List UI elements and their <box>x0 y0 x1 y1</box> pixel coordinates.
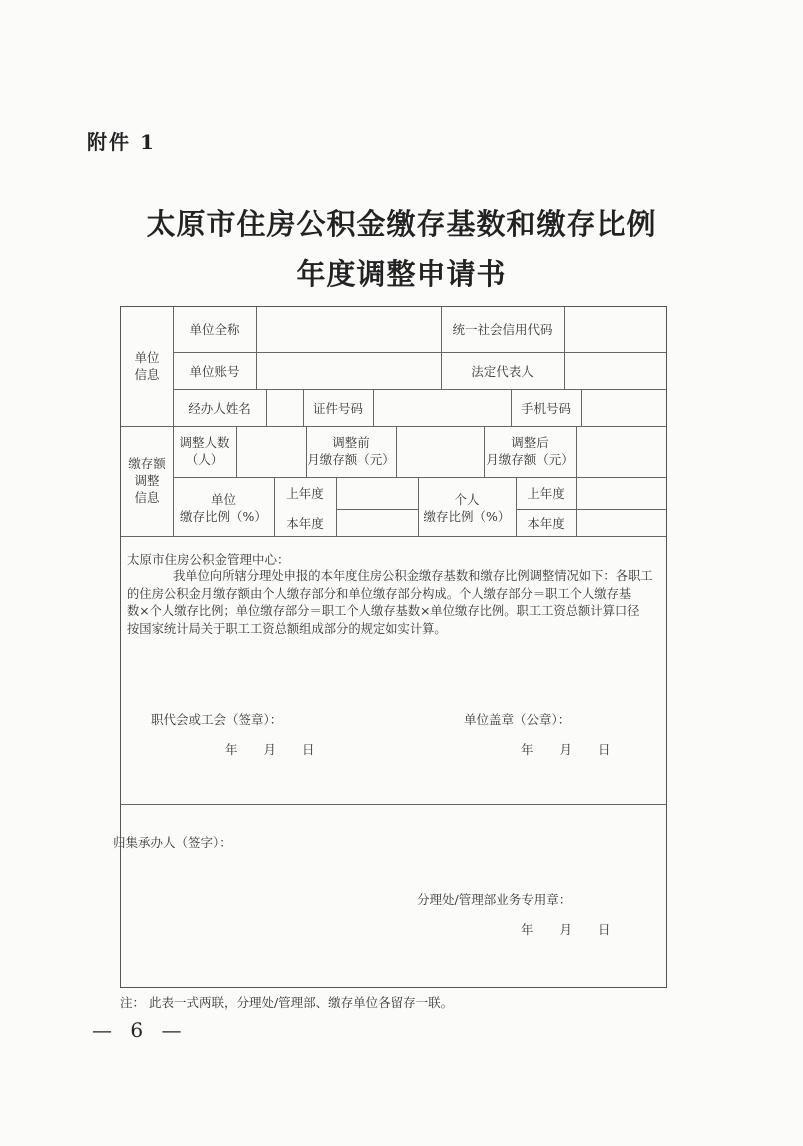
date-day: 日 <box>598 742 611 757</box>
page-number: — 6 — <box>92 1018 188 1042</box>
personal-rate-line1: 个人 <box>454 492 480 507</box>
unit-date <box>521 741 631 759</box>
adjust-count-label <box>173 434 236 468</box>
id-number-label: 证件号码 <box>312 401 363 416</box>
date-year: 年 <box>225 742 238 757</box>
credit-code-label: 统一社会信用代码 <box>452 322 553 337</box>
unit-info-heading-line2: 信息 <box>134 367 160 382</box>
date-day: 日 <box>302 742 315 757</box>
declaration-line: 的住房公积金月缴存额由个人缴存部分和单位缴存部分构成。个人缴存部分＝职工个人缴存基 <box>127 586 632 601</box>
personal-last-year-label: 上年度 <box>527 486 565 501</box>
unit-full-name-label: 单位全称 <box>189 322 240 337</box>
unit-info-heading <box>121 349 173 383</box>
adjust-count-line2: （人） <box>185 452 224 467</box>
credit-code-field[interactable] <box>565 308 665 351</box>
unit-seal-label: 单位盖章（公章）： <box>464 712 571 727</box>
footnote: 注： 此表一式两联，分理处/管理部、缴存单位各留存一联。 <box>120 995 454 1010</box>
legal-rep-field[interactable] <box>565 353 665 389</box>
date-month: 月 <box>263 742 277 757</box>
declaration-line: 我单位向所辖分理处申报的本年度住房公积金缴存基数和缴存比例调整情况如下：各职工 <box>173 569 653 583</box>
annex-label: 附件 1 <box>87 130 156 154</box>
document-subtitle: 年度调整申请书 <box>296 257 507 291</box>
legal-rep-label: 法定代表人 <box>471 364 534 379</box>
branch-seal-label: 分理处/管理部业务专用章： <box>417 892 572 907</box>
unit-rate-line1: 单位 <box>210 492 236 507</box>
adjust-info-heading-line1: 缴存额 <box>128 456 166 471</box>
date-year: 年 <box>521 742 534 757</box>
row-line <box>121 804 666 805</box>
handler-name-label: 经办人姓名 <box>188 401 251 416</box>
application-form <box>113 306 667 988</box>
before-amount-label <box>306 434 396 468</box>
adjust-info-heading-line2: 调整 <box>134 473 160 488</box>
unit-rate-label <box>173 491 274 525</box>
after-amount-label <box>484 434 576 468</box>
after-amount-line1: 调整后 <box>511 435 549 450</box>
personal-rate-line2: 缴存比例（%） <box>423 509 511 524</box>
unit-last-year-field[interactable] <box>337 478 418 509</box>
union-sign-label: 职代会或工会（签章）： <box>151 712 283 727</box>
phone-field[interactable] <box>582 390 665 426</box>
unit-full-name-field[interactable] <box>257 308 441 351</box>
declaration-line: 按国家统计局关于职工工资总额组成部分的规定如实计算。 <box>127 621 447 636</box>
unit-last-year-label: 上年度 <box>286 486 324 501</box>
adjust-count-line1: 调整人数 <box>179 435 230 450</box>
personal-last-year-field[interactable] <box>577 478 665 509</box>
after-amount-line2: 月缴存额（元） <box>486 452 574 467</box>
personal-this-year-label: 本年度 <box>527 516 565 531</box>
row-line <box>121 536 666 537</box>
collector-label: 归集承办人（签字）： <box>113 835 232 850</box>
date-month: 月 <box>559 922 573 937</box>
personal-rate-label <box>418 491 516 525</box>
before-amount-line2: 月缴存额（元） <box>307 452 395 467</box>
addressee: 太原市住房公积金管理中心： <box>127 552 290 567</box>
unit-info-heading-line1: 单位 <box>134 350 160 365</box>
date-day: 日 <box>598 922 611 937</box>
unit-account-label: 单位账号 <box>189 364 240 379</box>
date-month: 月 <box>559 742 573 757</box>
after-amount-field[interactable] <box>577 427 665 477</box>
unit-rate-line2: 缴存比例（%） <box>180 509 267 524</box>
document-title: 太原市住房公积金缴存基数和缴存比例 <box>146 207 657 241</box>
union-date <box>225 741 335 759</box>
personal-this-year-field[interactable] <box>577 510 665 536</box>
unit-account-field[interactable] <box>257 353 441 389</box>
date-year: 年 <box>521 922 534 937</box>
id-number-field[interactable] <box>374 390 511 426</box>
branch-date <box>521 921 631 939</box>
declaration-body <box>127 568 662 638</box>
unit-this-year-field[interactable] <box>337 510 418 536</box>
adjust-info-heading <box>121 455 173 506</box>
declaration-line: 数×个人缴存比例；单位缴存部分＝职工个人缴存基数×单位缴存比例。职工工资总额计算口径 <box>127 604 640 618</box>
handler-name-field[interactable] <box>267 390 303 426</box>
before-amount-field[interactable] <box>397 427 484 477</box>
unit-this-year-label: 本年度 <box>286 516 324 531</box>
phone-label: 手机号码 <box>520 401 571 416</box>
before-amount-line1: 调整前 <box>332 435 370 450</box>
adjust-info-heading-line3: 信息 <box>134 490 160 505</box>
adjust-count-field[interactable] <box>237 427 306 477</box>
